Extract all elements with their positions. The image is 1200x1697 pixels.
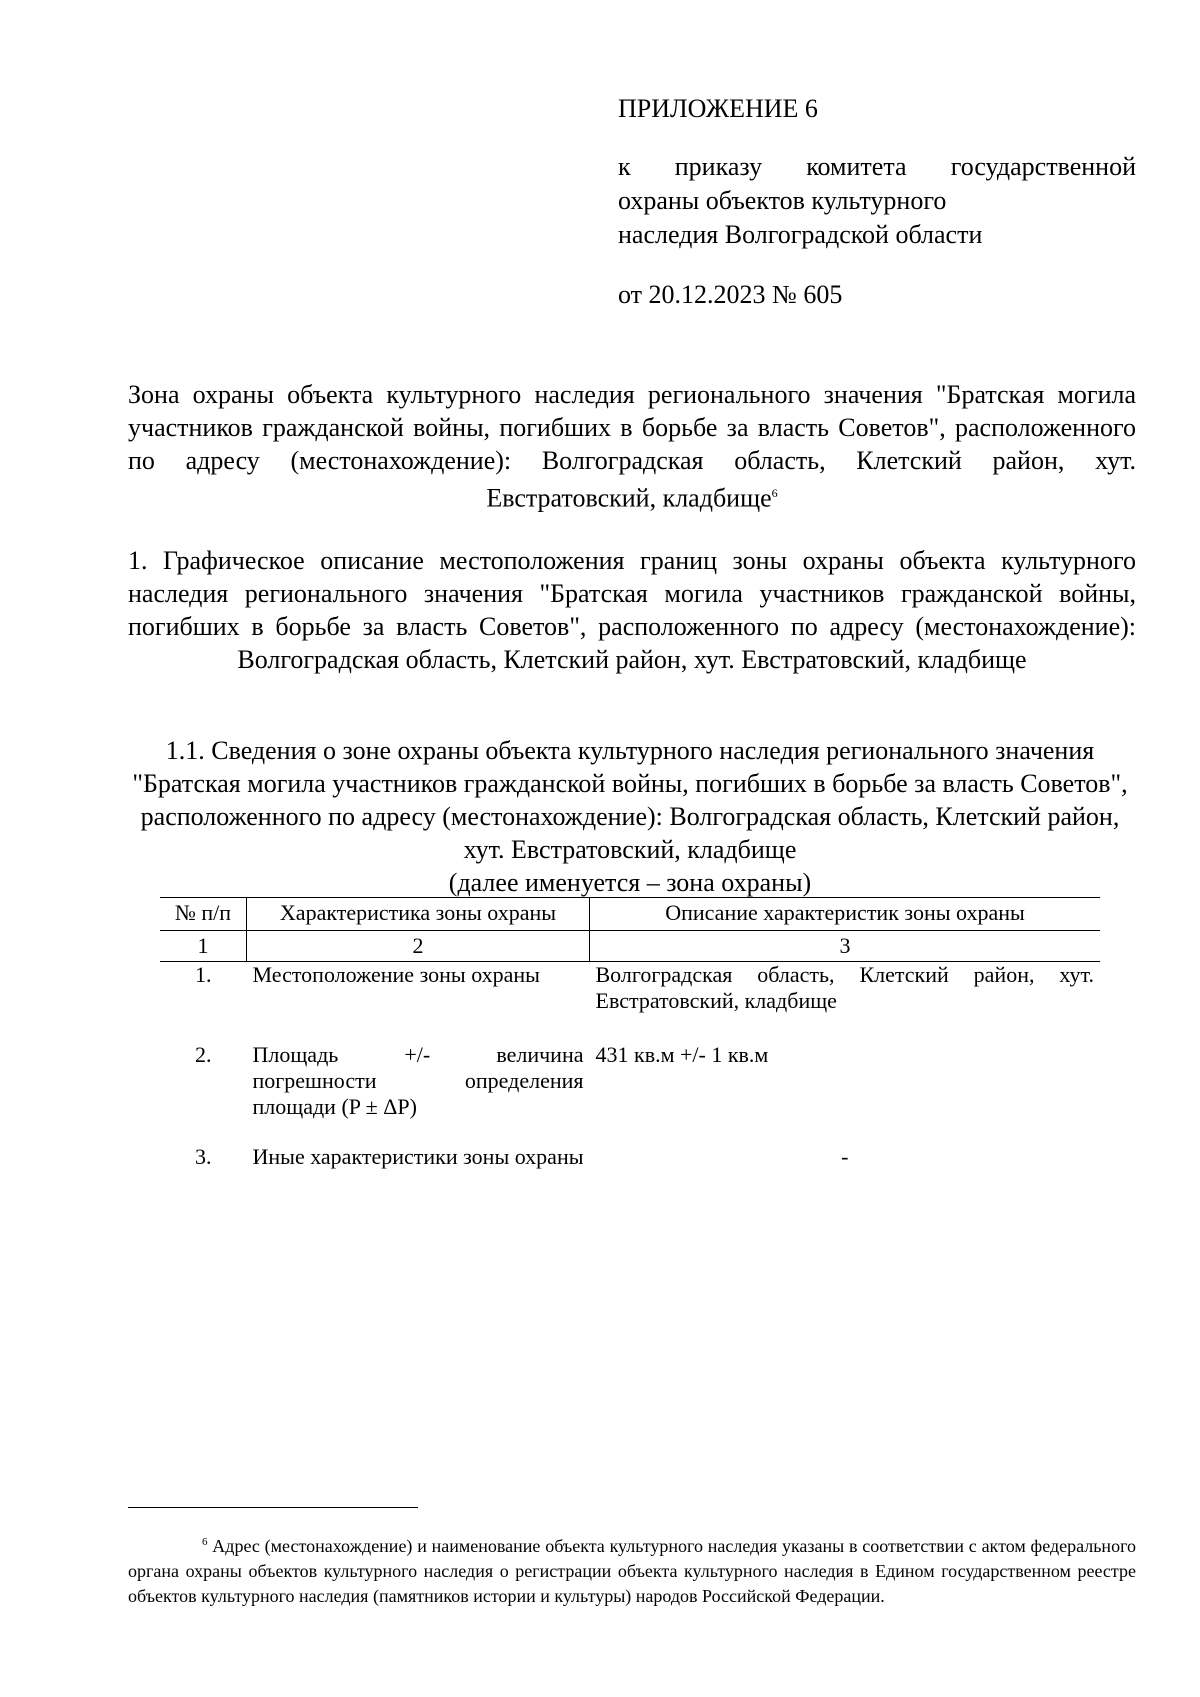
table-header-row — [160, 898, 1100, 931]
header-number: № п/п — [160, 898, 247, 931]
row-characteristic: Иные характеристики зоны охраны — [252, 1144, 584, 1169]
subsection-1-1-heading — [130, 734, 1130, 899]
footnote-number: 6 — [202, 1536, 208, 1548]
document-title — [128, 378, 1136, 515]
row-number: 2. — [195, 1042, 212, 1067]
footnote-separator — [128, 1507, 418, 1508]
subsection-1-1-text: 1.1. Сведения о зоне охраны объекта культурного наследия регионального значения "Братская могила участников гражданской войны, погибших в борьбе за власть Советов", расположенного по адресу (местонахождение): Волгоградская область, Клетский район, хут. Евстратовский, кладбище — [132, 736, 1128, 864]
appendix-date: от 20.12.2023 № 605 — [618, 280, 843, 309]
document-title-text: Зона охраны объекта культурного наследия регионального значения "Братская могила участников гражданской войны, погибших в борьбе за власть Советов", расположенного по адресу (местонахождение): Волгоградская область, Клетский район, хут. Евстратовский, кладбище — [128, 380, 1136, 513]
zone-info-table — [160, 897, 1100, 1170]
appendix-ref-line-1: к приказу комитета государственной — [618, 152, 1136, 181]
column-number-row — [160, 931, 1100, 962]
appendix-ref-line-2: охраны объектов культурного — [618, 186, 947, 215]
subsection-1-1-note: (далее именуется – зона охраны) — [448, 868, 812, 897]
footnote — [128, 1530, 1136, 1609]
area-formula: (P ± ΔP) — [341, 1094, 417, 1119]
table-row — [160, 962, 1100, 1043]
column-number-2: 2 — [247, 931, 590, 962]
column-number-1: 1 — [160, 931, 247, 962]
row-characteristic — [247, 1042, 590, 1144]
row-characteristic: Местоположение зоны охраны — [252, 962, 540, 987]
table-row — [160, 1042, 1100, 1144]
footnote-mark: 6 — [771, 486, 778, 500]
footnote-text: Адрес (местонахождение) и наименование объекта культурного наследия указаны в соответствии с актом федерального органа охраны объектов культурного наследия о регистрации объекта культурного наследия в Едином государственном реестре объектов культурного наследия (памятников истории и культуры) народов Российской Федерации. — [128, 1536, 1137, 1606]
row-number: 3. — [195, 1144, 212, 1169]
table-row — [160, 1144, 1100, 1170]
row-number: 1. — [195, 962, 212, 987]
section-1-heading: 1. Графическое описание местоположения границ зоны охраны объекта культурного наследия регионального значения "Братская могила участников гражданской войны, погибших в борьбе за власть Советов", расположенного по адресу (местонахождение): Волгоградская область, Клетский район, хут. Евстратовский, кладбище — [128, 546, 1136, 674]
column-number-3: 3 — [590, 931, 1101, 962]
appendix-reference — [618, 150, 1136, 252]
header-characteristic: Характеристика зоны охраны — [247, 898, 590, 931]
row-characteristic-text: Площадь +/- величина погрешности определения площади — [252, 1042, 584, 1119]
header-description: Описание характеристик зоны охраны — [590, 898, 1101, 931]
appendix-title: ПРИЛОЖЕНИЕ 6 — [618, 94, 818, 123]
row-description: Волгоградская область, Клетский район, хут. Евстратовский, кладбище — [595, 962, 1094, 1013]
row-description: 431 кв.м +/- 1 кв.м — [595, 1042, 769, 1067]
row-description: - — [841, 1144, 849, 1169]
appendix-ref-line-3: наследия Волгоградской области — [618, 220, 983, 249]
